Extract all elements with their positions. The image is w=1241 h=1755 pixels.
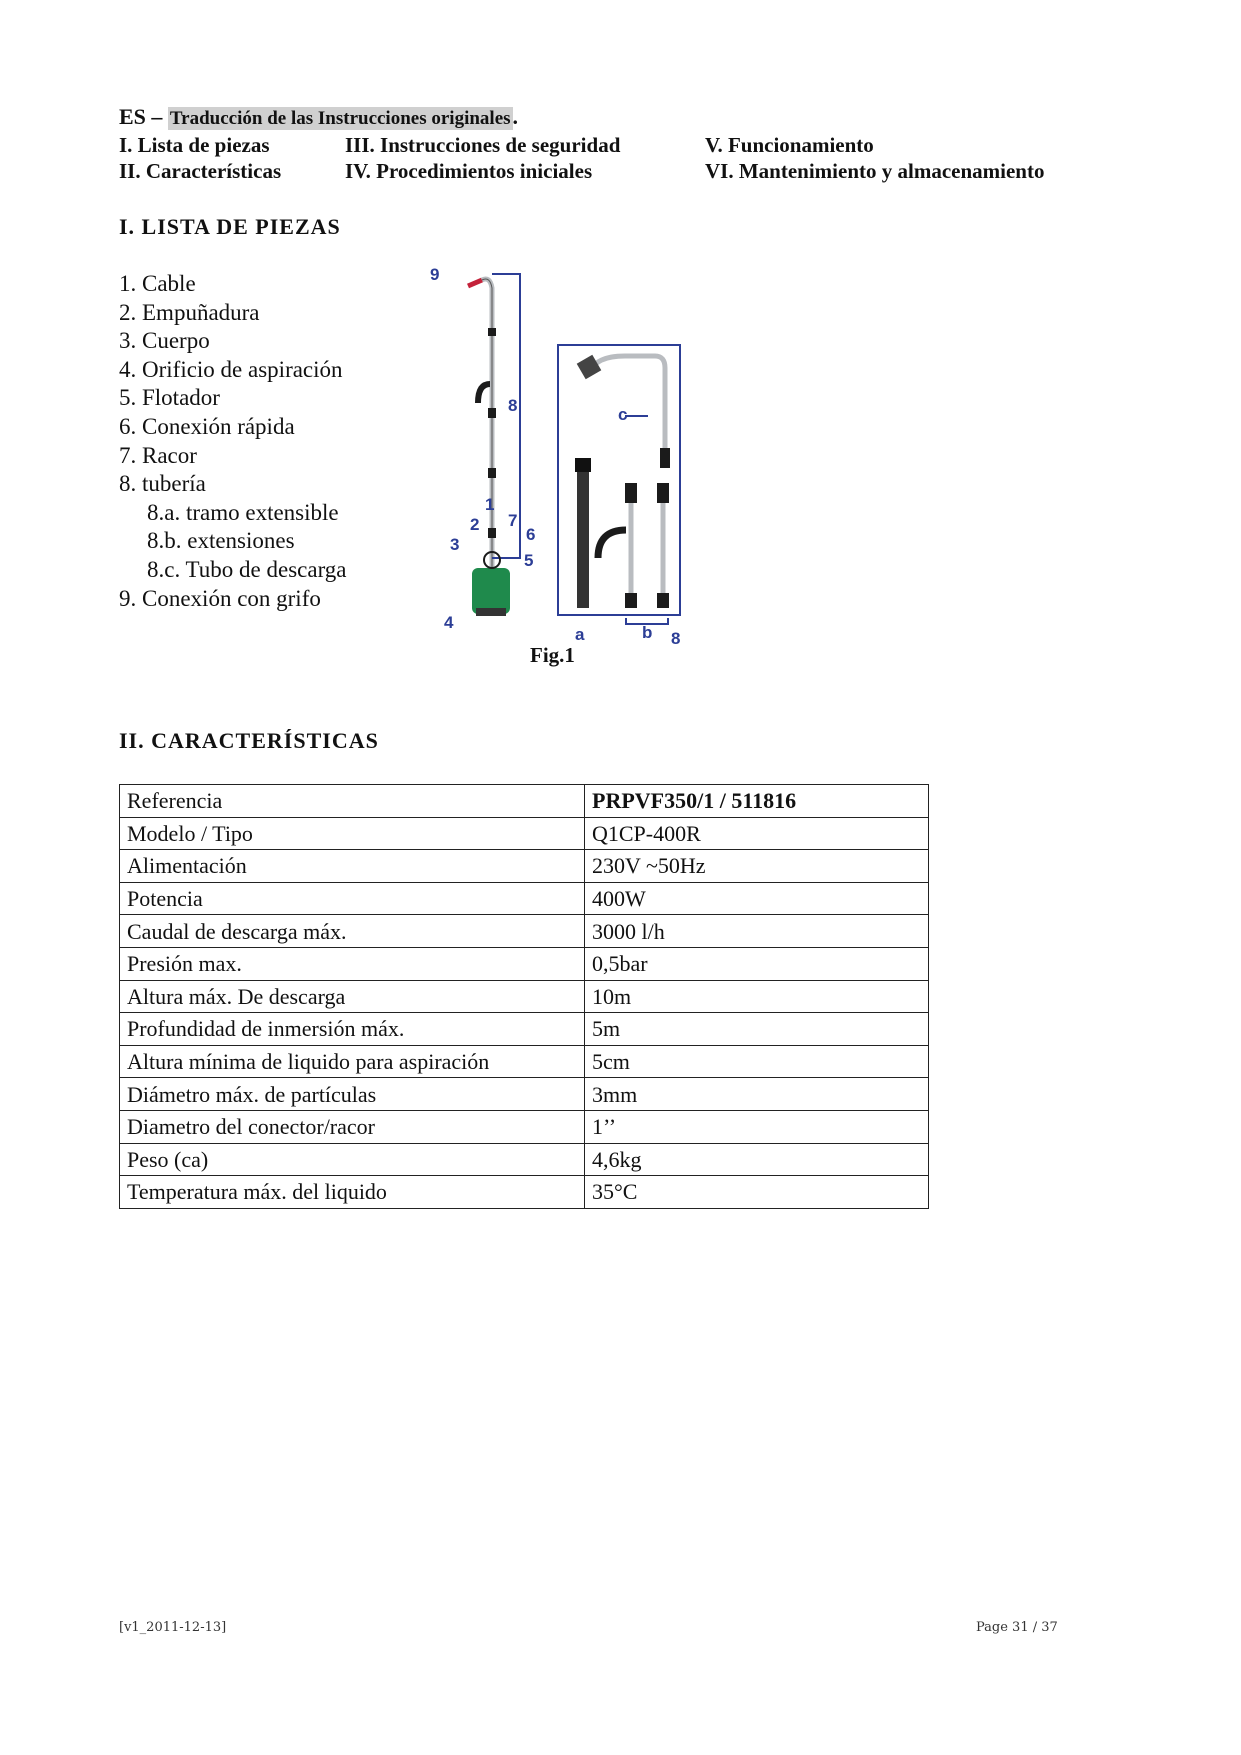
- spec-value-cell: 230V ~50Hz: [585, 850, 929, 883]
- list-item: 8.c. Tubo de descarga: [147, 556, 347, 582]
- tube-end: [575, 458, 591, 472]
- spec-label-cell: Temperatura máx. del liquido: [120, 1176, 585, 1209]
- fig-label: 9: [430, 268, 440, 284]
- specs-table: [119, 784, 929, 1209]
- fig-label: 1: [485, 495, 495, 514]
- table-row: [120, 882, 929, 915]
- fig-label: b: [642, 623, 653, 642]
- list-item: 1. Cable: [119, 271, 196, 296]
- extendable-tube: [577, 458, 589, 608]
- spec-value-cell: 1’’: [585, 1110, 929, 1143]
- discharge-nozzle: [577, 355, 602, 380]
- footer-page: Page 31 / 37: [976, 1620, 1058, 1635]
- list-item: 8. tubería: [119, 471, 206, 497]
- spec-label-cell: Peso (ca): [120, 1143, 585, 1176]
- toc-item-6: VI. Mantenimiento y almacenamiento: [705, 159, 1045, 183]
- table-row: [120, 1143, 929, 1176]
- tap-connector: [468, 280, 482, 286]
- fig-label: 8: [671, 629, 681, 648]
- pipe-segment: [482, 279, 495, 568]
- table-row: [120, 947, 929, 980]
- table-row: [120, 785, 929, 818]
- fig-label: 2: [470, 515, 480, 534]
- toc-item-5: V. Funcionamiento: [705, 133, 874, 157]
- figure-caption: Fig.1: [530, 643, 575, 667]
- table-row: [120, 850, 929, 883]
- lang-code: ES –: [119, 104, 163, 129]
- list-item: 8.a. tramo extensible: [147, 499, 339, 525]
- list-item: 4. Orificio de aspiración: [119, 356, 343, 382]
- list-item: 3. Cuerpo: [119, 328, 210, 354]
- spec-label-cell: Profundidad de inmersión máx.: [120, 1013, 585, 1046]
- list-item: 6. Conexión rápida: [119, 413, 295, 439]
- fig-label: 4: [444, 613, 454, 632]
- fig-label: 6: [526, 525, 536, 544]
- table-row: [120, 1110, 929, 1143]
- table-row: [120, 1045, 929, 1078]
- spec-label-cell: Diámetro máx. de partículas: [120, 1078, 585, 1111]
- pipe-joint: [488, 528, 496, 538]
- spec-value-cell: 0,5bar: [585, 947, 929, 980]
- spec-label-cell: Diametro del conector/racor: [120, 1110, 585, 1143]
- accessories-box: [558, 345, 680, 648]
- toc-item-3: III. Instrucciones de seguridad: [345, 133, 621, 157]
- tube-connector: [660, 448, 670, 468]
- table-row: [120, 1078, 929, 1111]
- discharge-tube: [590, 356, 665, 453]
- spec-label-cell: Presión max.: [120, 947, 585, 980]
- spec-value-cell: PRPVF350/1 / 511816: [585, 785, 929, 818]
- spec-value-cell: 3000 l/h: [585, 915, 929, 948]
- extension-joint: [625, 593, 637, 608]
- toc-item-2: II. Características: [119, 159, 282, 183]
- spec-label-cell: Modelo / Tipo: [120, 817, 585, 850]
- extension-joint: [625, 483, 637, 503]
- fig-label: 7: [508, 511, 518, 530]
- pump-assembly: [468, 274, 520, 616]
- table-row: [120, 980, 929, 1013]
- extension-joint: [657, 483, 669, 503]
- list-item: 5. Flotador: [119, 385, 220, 411]
- spec-label-cell: Caudal de descarga máx.: [120, 915, 585, 948]
- spec-label-cell: Alimentación: [120, 850, 585, 883]
- fig-label: 8: [508, 396, 518, 415]
- pump-diagram: [430, 268, 690, 648]
- footer-version: [v1_2011-12-13]: [119, 1620, 227, 1635]
- spec-value-cell: 35°C: [585, 1176, 929, 1209]
- header-dot: .: [512, 104, 519, 129]
- spec-value-cell: 4,6kg: [585, 1143, 929, 1176]
- spec-label-cell: Referencia: [120, 785, 585, 818]
- spec-label-cell: Altura mínima de liquido para aspiración: [120, 1045, 585, 1078]
- list-item: 2. Empuñadura: [119, 299, 260, 325]
- pump-body: [472, 568, 510, 614]
- handle-hook: [598, 530, 626, 558]
- spec-value-cell: 400W: [585, 882, 929, 915]
- fig-label: 5: [524, 551, 534, 570]
- spec-value-cell: 10m: [585, 980, 929, 1013]
- spec-value-cell: 5cm: [585, 1045, 929, 1078]
- toc-item-1: I. Lista de piezas: [119, 133, 270, 157]
- doc-header: [119, 104, 518, 130]
- pipe-joint: [488, 468, 496, 478]
- table-row: [120, 817, 929, 850]
- spec-label-cell: Potencia: [120, 882, 585, 915]
- pipe-joint: [488, 328, 496, 336]
- list-item: 8.b. extensiones: [147, 528, 295, 554]
- pump-base: [476, 608, 506, 616]
- parts-list: [119, 270, 347, 613]
- spec-value-cell: 5m: [585, 1013, 929, 1046]
- table-row: [120, 915, 929, 948]
- table-row: [120, 1176, 929, 1209]
- spec-value-cell: 3mm: [585, 1078, 929, 1111]
- table-row: [120, 1013, 929, 1046]
- header-subtitle: Traducción de las Instrucciones originales: [169, 108, 511, 129]
- spec-value-cell: Q1CP-400R: [585, 817, 929, 850]
- fig-label: 3: [450, 535, 460, 554]
- spec-label-cell: Altura máx. De descarga: [120, 980, 585, 1013]
- list-item: 7. Racor: [119, 442, 197, 468]
- handle-hook: [478, 384, 490, 403]
- extension-joint: [657, 593, 669, 608]
- list-item: 9. Conexión con grifo: [119, 585, 321, 611]
- toc-item-4: IV. Procedimientos iniciales: [345, 159, 593, 183]
- pipe-joint: [488, 408, 496, 418]
- section2-title: II. CARACTERÍSTICAS: [119, 728, 379, 753]
- section1-title: I. LISTA DE PIEZAS: [119, 214, 341, 239]
- fig-label: a: [575, 625, 585, 644]
- fig-label: c: [618, 405, 628, 424]
